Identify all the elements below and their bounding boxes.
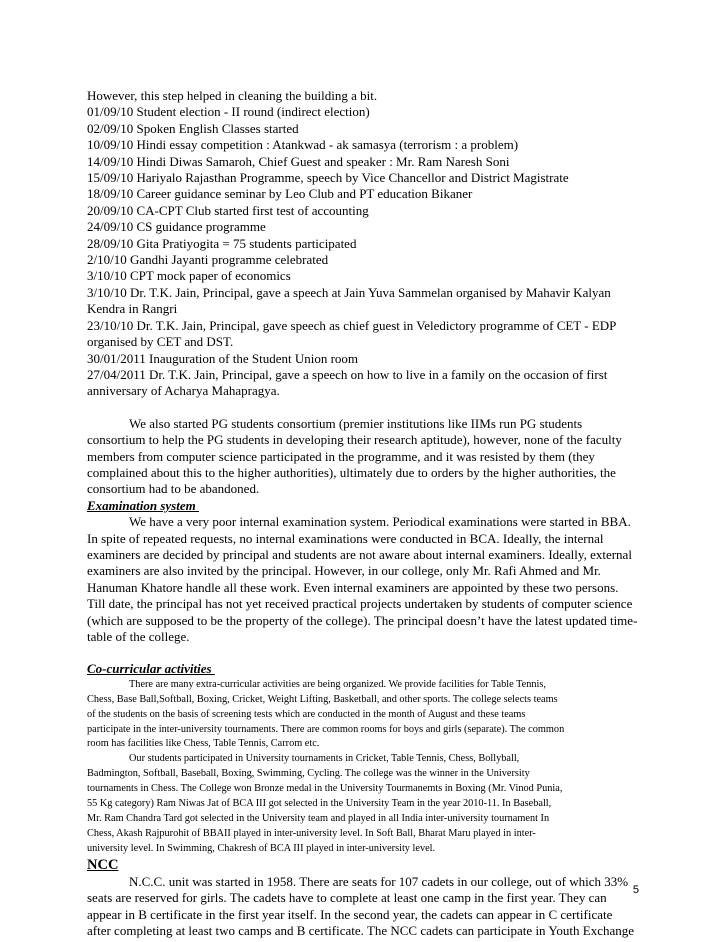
co-curricular-paragraph-facilities [87, 678, 655, 753]
timeline-line: 24/09/10 CS guidance programme [87, 219, 266, 235]
paragraph-line: appear in B certificate in the first year itself. In the second year, the cadets can appear in C certificate [87, 906, 613, 922]
timeline-line: 23/10/10 Dr. T.K. Jain, Principal, gave speech as chief guest in Veledictory programme of CET - EDP [87, 317, 617, 333]
paragraph-line: of the students on the basis of screening tests which are conducted in the month of August and these teams [87, 708, 526, 720]
paragraph-line: complained about this to the higher authorities), ultimately due to orders by the higher authorities, the [87, 464, 616, 480]
paragraph-line: after completing at least two camps and B certificate. The NCC cadets can participate in Youth Exchange [87, 922, 635, 938]
paragraph-line: Mr. Ram Chandra Tard got selected in the University team and played in all India inter-university tournament In [87, 812, 550, 824]
paragraph-line: Hanuman Khatore handle all these work. Even internal examiners are appointed by these two persons. [87, 579, 619, 595]
paragraph-line: We have a very poor internal examination system. Periodical examinations were started in BBA. [129, 514, 631, 530]
pg-consortium-paragraph [87, 416, 655, 498]
paragraph-line: Chess, Akash Rajpurohit of BBAII played in inter-university level. In Soft Ball, Bharat Maru played in inter- [87, 827, 536, 839]
co-curricular-paragraph-tournaments [87, 752, 655, 856]
paragraph-line: We also started PG students consortium (premier institutions like IIMs run PG students [129, 415, 583, 431]
paragraph-line: examiners are also invited by the principal. However, in our college, only Mr. Rafi Ahmed and Mr. [87, 563, 601, 579]
examination-system-heading: Examination system [87, 497, 199, 513]
timeline-line: 10/09/10 Hindi essay competition : Atankwad - ak samasya (terrorism : a problem) [87, 137, 519, 153]
timeline-line: 20/09/10 CA-CPT Club started first test of accounting [87, 202, 369, 218]
paragraph-line: room has facilities like Chess, Table Tennis, Carrom etc. [87, 738, 320, 750]
paragraph-line: tournaments in Chess. The College won Bronze medal in the University Tourmanemts in Boxing (Mr. Vinod Punia, [87, 783, 563, 795]
document-page [87, 88, 655, 939]
paragraph-line: There are many extra-curricular activities are being organized. We provide facilities for Table Tennis, [129, 678, 546, 690]
paragraph-line: participate in the inter-university tournaments. There are common rooms for boys and girls (separate). The common [87, 723, 565, 735]
timeline-line: 3/10/10 CPT mock paper of economics [87, 268, 291, 284]
paragraph-line: university level. In Swimming, Chakresh of BCA III played in inter-university level. [87, 842, 436, 854]
paragraph-line: seats are reserved for girls. The cadets have to complete at least one camp in the first year. They can [87, 890, 607, 906]
paragraph-line: table of the college. [87, 629, 190, 644]
timeline-line: 3/10/10 Dr. T.K. Jain, Principal, gave a speech at Jain Yuva Sammelan organised by Mahavir Kalyan [87, 284, 611, 300]
timeline-line: 27/04/2011 Dr. T.K. Jain, Principal, gave a speech on how to live in a family on the occasion of first [87, 366, 608, 382]
timeline-line: Kendra in Rangri [87, 301, 178, 317]
examination-system-paragraph [87, 514, 655, 645]
timeline-line: organised by CET and DST. [87, 334, 234, 350]
paragraph-line: Till date, the principal has not yet received practical projects undertaken by students of computer science [87, 596, 633, 612]
paragraph-line: Our students participated in University tournaments in Cricket, Table Tennis, Chess, Bollyball, [129, 753, 520, 765]
paragraph-line: examiners are decided by principal and students are not aware about internal examiners. Ideally, external [87, 546, 632, 562]
paragraph-line: Chess, Base Ball,Softball, Boxing, Cricket, Weight Lifting, Basketball, and other sports. The college selects teams [87, 693, 558, 705]
event-timeline [87, 104, 655, 399]
paragraph-line: consortium had to be abandoned. [87, 481, 260, 497]
co-curricular-heading: Co-curricular activities [87, 661, 215, 677]
paragraph-line: Badmington, Softball, Baseball, Boxing, Swimming, Cycling. The college was the winner in the University [87, 768, 530, 780]
timeline-line: 15/09/10 Hariyalo Rajasthan Programme, speech by Vice Chancellor and District Magistrate [87, 170, 569, 186]
timeline-line: 30/01/2011 Inauguration of the Student Union room [87, 350, 359, 366]
paragraph-line: N.C.C. unit was started in 1958. There are seats for 107 cadets in our college, out of which 33% [129, 873, 629, 889]
paragraph-line: members from computer science participated in the programme, and it was resisted by them (they [87, 448, 595, 464]
paragraph-line: consortium to help the PG students in developing their research aptitude), however, none of the faculty [87, 432, 622, 448]
timeline-line: 2/10/10 Gandhi Jayanti programme celebrated [87, 252, 329, 268]
timeline-line: 28/09/10 Gita Pratiyogita = 75 students participated [87, 235, 357, 251]
timeline-line: anniversary of Acharya Mahapragya. [87, 383, 280, 399]
timeline-line: 18/09/10 Career guidance seminar by Leo Club and PT education Bikaner [87, 186, 473, 202]
paragraph-line: (which are supposed to be the property of the college). The principal doesn’t have the latest updated time- [87, 612, 638, 628]
timeline-line: 02/09/10 Spoken English Classes started [87, 120, 299, 136]
timeline-line: 14/09/10 Hindi Diwas Samaroh, Chief Guest and speaker : Mr. Ram Naresh Soni [87, 153, 510, 169]
timeline-line: 01/09/10 Student election - II round (indirect election) [87, 104, 370, 120]
page-number: 5 [632, 884, 639, 896]
intro-line: However, this step helped in cleaning the building a bit. [87, 88, 378, 103]
paragraph-line: 55 Kg category) Ram Niwas Jat of BCA III got selected in the University Team in the year 2010-11. In Baseball, [87, 798, 552, 810]
ncc-paragraph [87, 874, 655, 940]
paragraph-line: In spite of repeated requests, no internal examinations were conducted in BCA. Ideally, the internal [87, 530, 604, 546]
ncc-heading: NCC [87, 856, 119, 873]
